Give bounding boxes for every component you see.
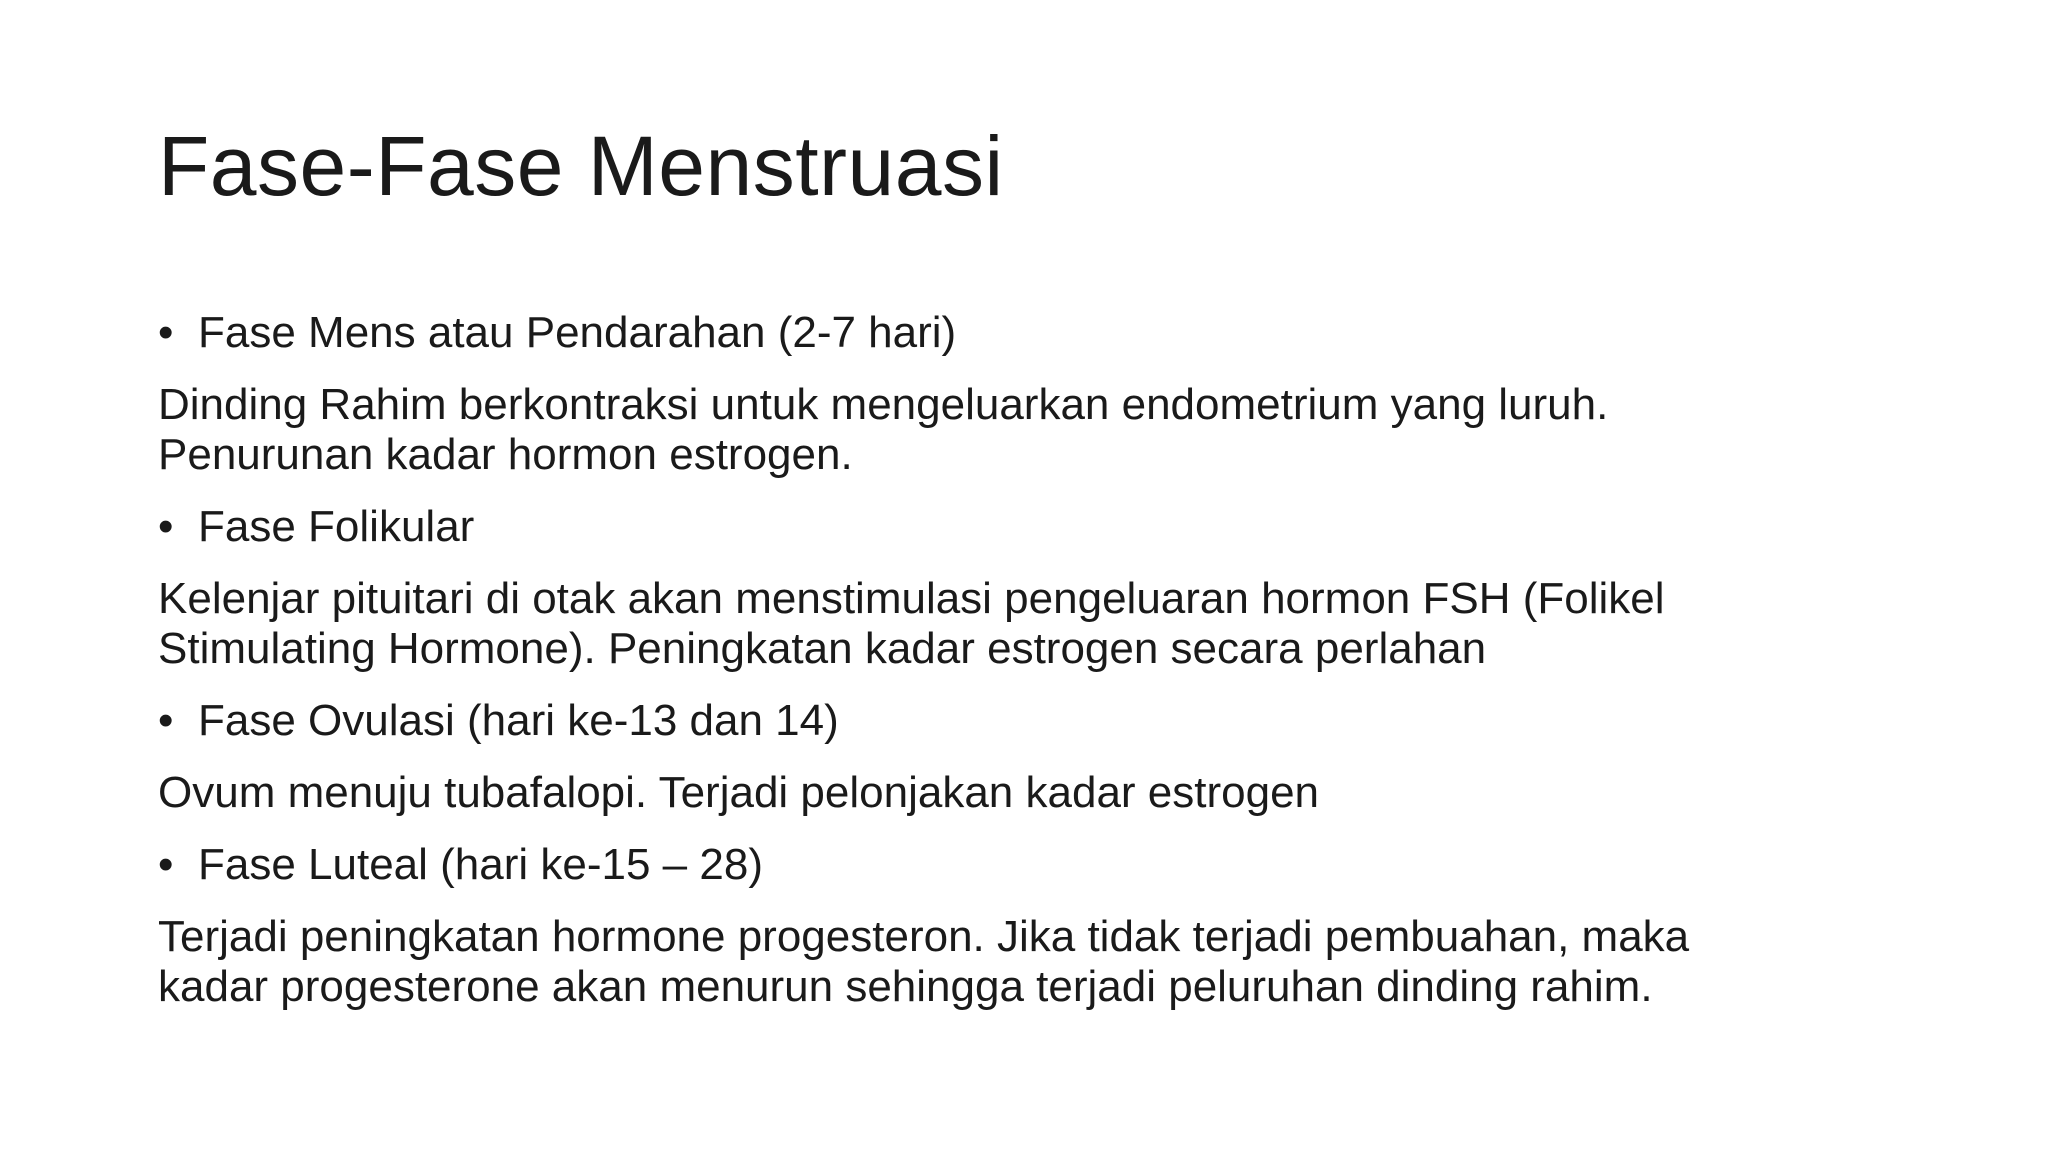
- bullet-dot-icon: •: [158, 308, 174, 357]
- bullet-text: Fase Ovulasi (hari ke-13 dan 14): [198, 696, 839, 745]
- bullet-text: Fase Folikular: [198, 502, 475, 551]
- description-block: [158, 768, 1918, 818]
- bullet-dot-icon: •: [158, 840, 174, 889]
- bullet-text: Fase Mens atau Pendarahan (2-7 hari): [198, 308, 957, 357]
- description-block: [158, 380, 1918, 480]
- slide-body: [158, 308, 1918, 1034]
- description-line: Kelenjar pituitari di otak akan menstimulasi pengeluaran hormon FSH (Folikel: [158, 574, 1665, 623]
- description-block: [158, 574, 1918, 674]
- bullet-dot-icon: •: [158, 696, 174, 745]
- bullet-dot-icon: •: [158, 502, 174, 551]
- bullet-item: [158, 502, 1918, 552]
- description-line: kadar progesterone akan menurun sehingga terjadi peluruhan dinding rahim.: [158, 962, 1653, 1011]
- slide-title: Fase-Fase Menstruasi: [158, 119, 1004, 213]
- bullet-item: [158, 308, 1918, 358]
- bullet-text: Fase Luteal (hari ke-15 – 28): [198, 840, 763, 889]
- description-line: Penurunan kadar hormon estrogen.: [158, 430, 853, 479]
- description-block: [158, 912, 1918, 1012]
- bullet-item: [158, 840, 1918, 890]
- description-line: Dinding Rahim berkontraksi untuk mengeluarkan endometrium yang luruh.: [158, 380, 1609, 429]
- description-line: Terjadi peningkatan hormone progesteron. Jika tidak terjadi pembuahan, maka: [158, 912, 1690, 961]
- description-line: Ovum menuju tubafalopi. Terjadi pelonjakan kadar estrogen: [158, 768, 1320, 817]
- bullet-item: [158, 696, 1918, 746]
- description-line: Stimulating Hormone). Peningkatan kadar estrogen secara perlahan: [158, 624, 1487, 673]
